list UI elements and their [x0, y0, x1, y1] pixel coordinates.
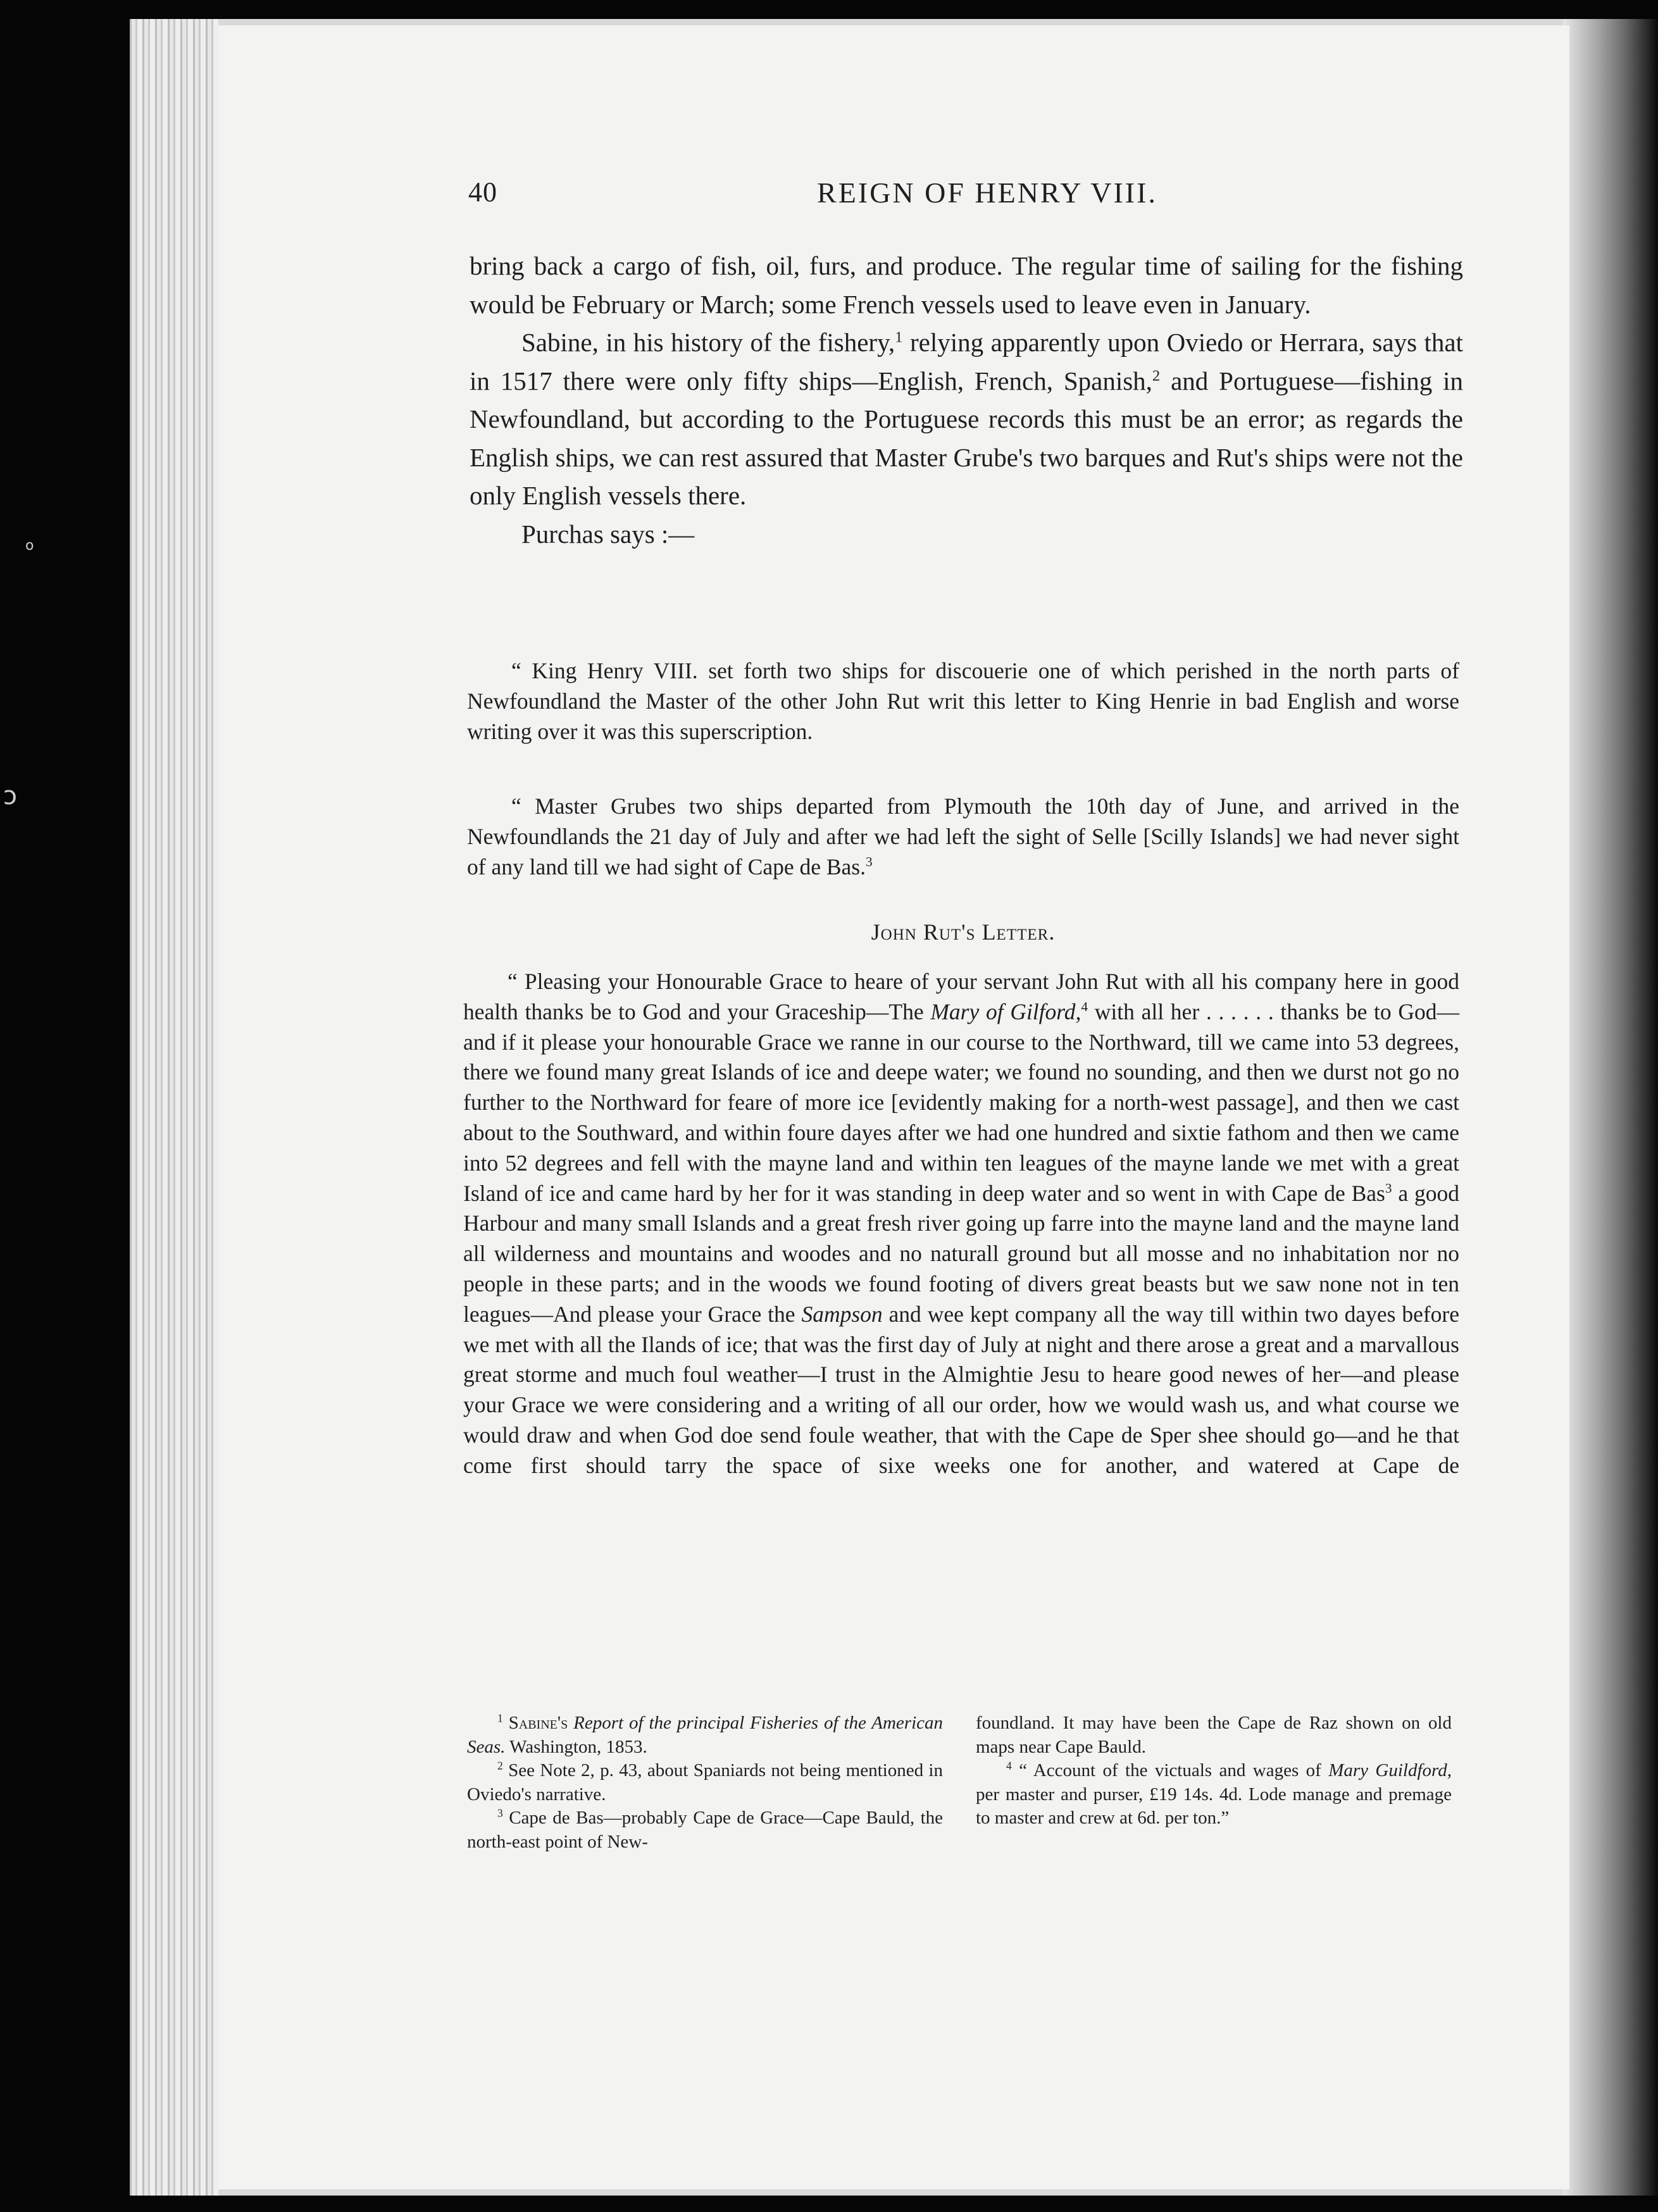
body-text: [470, 247, 1463, 553]
footnote-column-left: [467, 1712, 943, 1854]
ship-name: Sampson: [801, 1301, 883, 1327]
footnote: $^4$ “ Account of the victuals and wages of Mary Guildford, per master and purser, £19 14s. 4d. Lode manage and premage to master and crew at 6d. per ton.”: [976, 1759, 1452, 1828]
paragraph: Purchas says :—: [521, 519, 695, 549]
quote-paragraph: “ Master Grubes two ships departed from Plymouth the 10th day of June, and arrived in the Newfoundlands the 21 day of July and after we had left the sight of Selle [Scilly Islands] we had never sight of any land till we had sight of Cape de Bas.$^3$: [467, 793, 1459, 879]
page-number: 40: [468, 177, 497, 208]
running-head: [468, 176, 1506, 220]
block-quote: [467, 791, 1459, 882]
letter-text: [463, 967, 1459, 1481]
footnote: $^3$ Cape de Bas—probably Cape de Grace—Cape Bauld, the north-east point of New-: [467, 1806, 943, 1852]
footnotes: [467, 1712, 1452, 1901]
quote-paragraph: “ King Henry VIII. set forth two ships for discouerie one of which perished in the north parts of Newfoundland the Master of the other John Rut writ this letter to King Henrie in bad English and worse writing over it was this superscription.: [467, 658, 1459, 744]
footnote: $^1$ Sabine's Report of the principal Fisheries of the American Seas. Washington, 1853.: [467, 1712, 944, 1757]
footnote-ref: 2: [1152, 366, 1161, 384]
ship-name: Mary of Gilford,: [930, 998, 1081, 1024]
scan-speck: ↄ: [3, 781, 17, 811]
footnote-ref: 1: [895, 328, 903, 346]
footnote-continuation: foundland. It may have been the Cape de Raz shown on old maps near Cape Bauld.: [976, 1713, 1452, 1757]
paragraph: Sabine, in his history of the fishery,$^1$ relying apparently upon Oviedo or Herrara, says that in 1517 there were only fifty ships—English, French, Spanish,$^2$ and Portuguese—fishing in Newfoundland, but according to the Portuguese records this must be an error; as regards the English ships, we can rest assured that Master Grube's two barques and Rut's ships were not the only English vessels there.: [470, 328, 1464, 510]
letter-paragraph: “ Pleasing your Honourable Grace to heare of your servant John Rut with all his company here in good health thanks be to God and your Graceship—The Mary of Gilford,$^4$ with all her . . . . . . thanks be to God—and if it please your honourable Grace we ranne in our course to the Northward, till we came into 53 degrees, there we found many great Islands of ice and deepe water; we found no sounding, and then we durst not go no further to the Northward for feare of more ice [evidently making for a north-west passage], and then we cast about to the Southward, and within foure dayes after we had one hundred and sixtie fathom and then we came into 52 degrees and fell with the mayne land and within ten leagues of the mayne lande we met with a great Island of ice and came hard by her for it was standing in deep water and so went in with Cape de Bas$^3$ a good Harbour and many small Islands and a great fresh river going up farre into the mayne land and the mayne land all wilderness and mountains and woodes and no naturall ground but all mosse and no inhabitation nor no people in these parts; and in the woods we found footing of divers great beasts but we saw none not in ten leagues—And please your Grace the Sampson and wee kept company all the way till within two dayes before we met with all the Ilands of ice; that was the first day of July at night and there arose a great and a marvallous great storme and much foul weather—I trust in the Almightie Jesu to heare good newes of her—and please your Grace we were considering and a writing of all our order, how we would wash us, and what course we would draw and when God doe send foule weather, that with the Cape de Sper shee should go—and he that come first should tarry the space of sixe weeks one for another, and watered at Cape de: [463, 969, 1460, 1478]
block-quote: [467, 656, 1459, 747]
paragraph: bring back a cargo of fish, oil, furs, and produce. The regular time of sailing for the fishing would be February or March; some French vessels used to leave even in January.: [470, 251, 1463, 319]
footnote-column-right: [976, 1712, 1452, 1830]
section-heading: John Rut's Letter.: [871, 919, 1056, 945]
scan-speck: o: [25, 538, 34, 554]
footnote-ref: 4: [1081, 998, 1088, 1014]
gutter-shadow: [1563, 19, 1658, 2196]
footnote-ref: 3: [866, 854, 873, 870]
page-edges: [130, 19, 218, 2196]
footnote-ref: 3: [1385, 1180, 1392, 1196]
footnote: $^2$ See Note 2, p. 43, about Spaniards not being mentioned in Oviedo's narrative.: [467, 1759, 943, 1805]
running-title: REIGN OF HENRY VIII.: [817, 177, 1157, 209]
